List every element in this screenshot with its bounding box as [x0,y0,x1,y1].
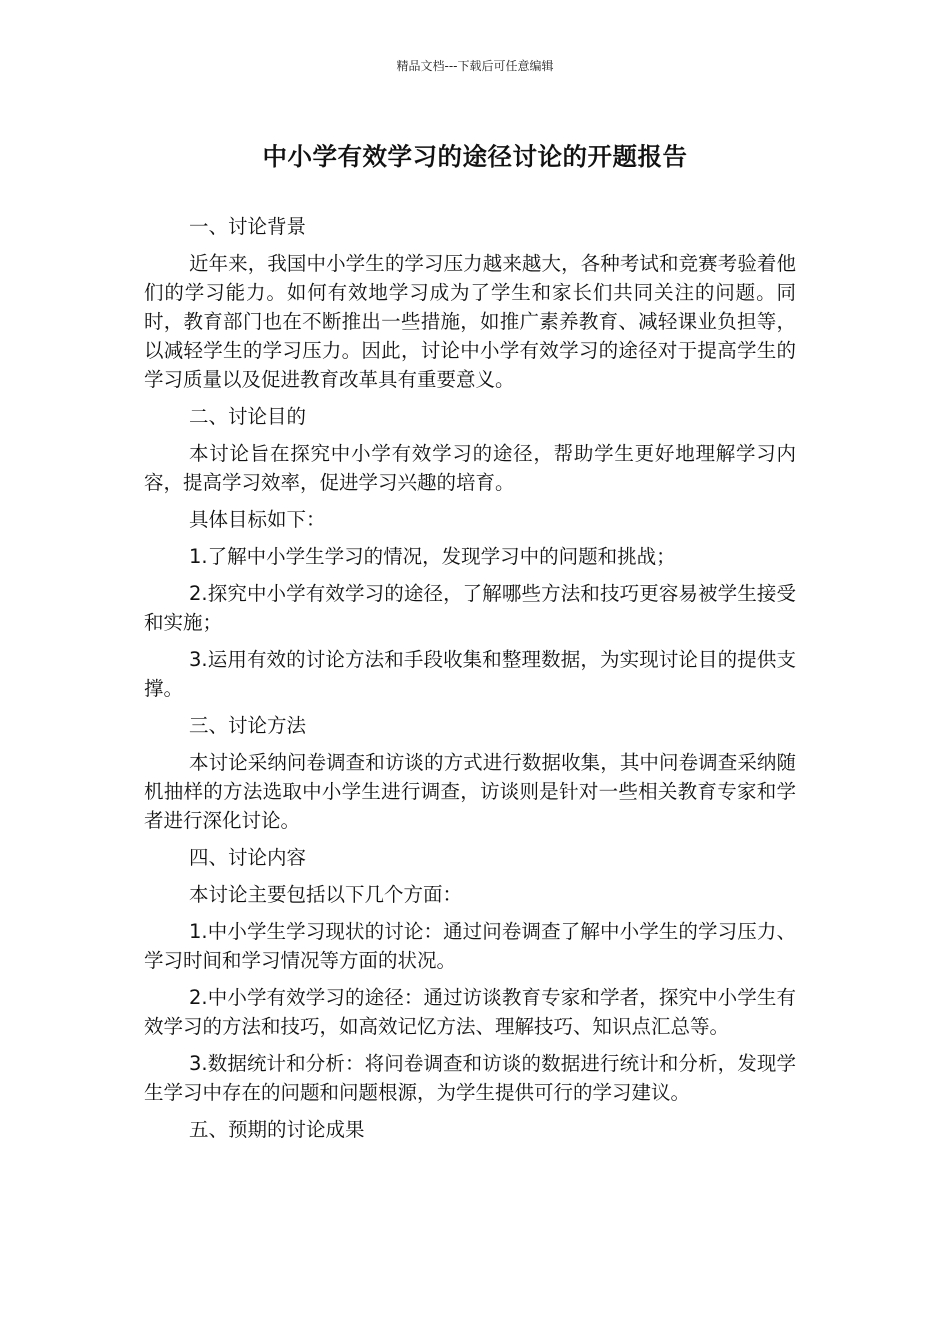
paragraph-purpose: 本讨论旨在探究中小学有效学习的途径，帮助学生更好地理解学习内容，提高学习效率，促进学习兴趣的培育。 [144,442,796,494]
paragraph-goals-intro: 具体目标如下： [189,508,326,531]
list-item-goal-1: 1.了解中小学生学习的情况，发现学习中的问题和挑战； [189,545,676,568]
section-heading-content: 四、讨论内容 [189,846,307,869]
list-item-content-3: 3.数据统计和分析：将问卷调查和访谈的数据进行统计和分析，发现学生学习中存在的问题和问题根源，为学生提供可行的学习建议。 [144,1052,796,1104]
document-body [144,212,796,1152]
paragraph-background: 近年来，我国中小学生的学习压力越来越大，各种考试和竞赛考验着他们的学习能力。如何有效地学习成为了学生和家长们共同关注的问题。同时，教育部门也在不断推出一些措施，如推广素养教育、减轻课业负担等，以减轻学生的学习压力。因此，讨论中小学有效学习的途径对于提高学生的学习质量以及促进教育改革具有重要意义。 [144,252,796,391]
section-heading-purpose: 二、讨论目的 [189,405,307,428]
list-item-goal-3: 3.运用有效的讨论方法和手段收集和整理数据，为实现讨论目的提供支撑。 [144,648,796,700]
list-item-content-1: 1.中小学生学习现状的讨论：通过问卷调查了解中小学生的学习压力、学习时间和学习情况等方面的状况。 [144,920,796,972]
section-heading-outcomes: 五、预期的讨论成果 [189,1118,365,1141]
document-title: 中小学有效学习的途径讨论的开题报告 [262,142,688,171]
list-item-goal-2: 2.探究中小学有效学习的途径，了解哪些方法和技巧更容易被学生接受和实施； [144,582,796,634]
paragraph-content-intro: 本讨论主要包括以下几个方面： [189,883,463,906]
section-heading-background: 一、讨论背景 [189,215,307,238]
header-note: 精品文档---下载后可任意编辑 [396,59,554,73]
paragraph-method: 本讨论采纳问卷调查和访谈的方式进行数据收集，其中问卷调查采纳随机抽样的方法选取中小学生进行调查，访谈则是针对一些相关教育专家和学者进行深化讨论。 [144,751,796,832]
list-item-content-2: 2.中小学有效学习的途径：通过访谈教育专家和学者，探究中小学生有效学习的方法和技巧，如高效记忆方法、理解技巧、知识点汇总等。 [144,986,796,1038]
section-heading-method: 三、讨论方法 [189,714,307,737]
